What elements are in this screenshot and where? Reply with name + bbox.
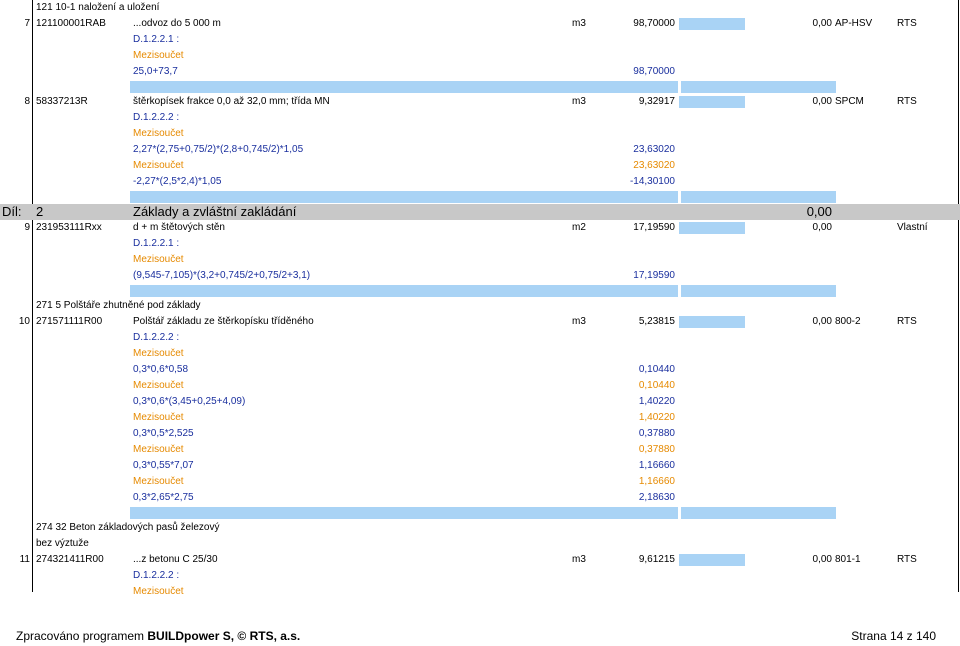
reference-row [0,236,960,252]
item-row [0,16,960,32]
calculation-row [0,64,960,80]
calculation-row [0,458,960,474]
calculation-formula: 0,3*0,5*2,525 [133,428,194,439]
calculation-value: 1,16660 [638,460,675,471]
separator-bar [681,285,836,297]
item-code: 58337213R [36,96,88,107]
item-description: ...z betonu C 25/30 [133,554,218,565]
subtotal-label: Mezisoučet [133,444,184,455]
division-number: 2 [36,204,44,219]
subtotal-value: 1,40220 [638,412,675,423]
subtotal-row [0,252,960,268]
separator-row [0,506,960,520]
price-input-fill [679,554,745,566]
calculation-value: 23,63020 [633,144,675,155]
subtotal-label: Mezisoučet [133,160,184,171]
item-quantity: 98,70000 [633,18,675,29]
item-unit: m3 [572,316,586,327]
calculation-value: 98,70000 [633,66,675,77]
group-heading-row [0,298,960,314]
item-description: ...odvoz do 5 000 m [133,18,221,29]
calculation-value: 2,18630 [638,492,675,503]
subtotal-value: 1,16660 [638,476,675,487]
separator-bar [130,191,678,203]
calculation-formula: 0,3*0,6*(3,45+0,25+4,09) [133,396,246,407]
item-unit-price: 0,00 [812,18,832,29]
subtotal-row [0,474,960,490]
section-header-text: 121 10-1 naložení a uložení [36,2,160,13]
footer-page-number: Strana 14 z 140 [851,629,936,643]
subtotal-label: Mezisoučet [133,348,184,359]
calculation-row [0,174,960,190]
item-unit: m3 [572,18,586,29]
reference-row [0,330,960,346]
item-number: 8 [24,96,30,107]
reference-text: D.1.2.2.2 : [133,570,180,581]
price-input-fill [679,316,745,328]
item-quantity: 9,32917 [638,96,675,107]
item-unit-price: 0,00 [812,554,832,565]
division-total: 0,00 [806,204,832,219]
item-number: 7 [24,18,30,29]
calculation-value: -14,30100 [629,176,675,187]
division-label: Díl: [2,204,22,219]
group-heading-row [0,536,960,552]
separator-bar [130,285,678,297]
calculation-formula: 2,27*(2,75+0,75/2)*(2,8+0,745/2)*1,05 [133,144,304,155]
footer-credit [16,628,300,644]
price-input-fill [679,222,745,234]
subtotal-label: Mezisoučet [133,412,184,423]
group-heading-row [0,520,960,536]
item-tag: Vlastní [897,222,928,233]
subtotal-label: Mezisoučet [133,254,184,265]
reference-text: D.1.2.2.2 : [133,332,180,343]
separator-bar [681,507,836,519]
item-code: 231953111Rxx [36,222,102,233]
calculation-formula: 0,3*2,65*2,75 [133,492,194,503]
reference-row [0,32,960,48]
subtotal-row [0,48,960,64]
item-source: SPCM [835,96,864,107]
item-tag: RTS [897,96,917,107]
subtotal-row [0,158,960,174]
item-unit: m2 [572,222,586,233]
item-row [0,314,960,330]
subtotal-row [0,410,960,426]
footer-suffix: , © RTS, a.s. [230,629,301,643]
item-source: 801-1 [835,554,861,565]
calculation-formula: 0,3*0,6*0,58 [133,364,189,375]
subtotal-label: Mezisoučet [133,476,184,487]
item-unit: m3 [572,96,586,107]
item-number: 11 [19,554,30,565]
calculation-formula: (9,545-7,105)*(3,2+0,745/2+0,75/2+3,1) [133,270,311,281]
calculation-row [0,142,960,158]
item-quantity: 5,23815 [638,316,675,327]
subtotal-row [0,442,960,458]
item-number: 9 [24,222,30,233]
item-source: AP-HSV [835,18,873,29]
subtotal-label: Mezisoučet [133,380,184,391]
calculation-row [0,362,960,378]
subtotal-row [0,378,960,394]
separator-bar [130,507,678,519]
calculation-value: 17,19590 [633,270,675,281]
item-source: 800-2 [835,316,861,327]
reference-text: D.1.2.2.1 : [133,238,180,249]
item-description: d + m štětových stěn [133,222,225,233]
subtotal-label: Mezisoučet [133,128,184,139]
reference-row [0,568,960,584]
subtotal-value: 0,37880 [638,444,675,455]
item-code: 121100001RAB [36,18,106,29]
item-tag: RTS [897,554,917,565]
calculation-formula: 25,0+73,7 [133,66,178,77]
separator-row [0,80,960,94]
item-tag: RTS [897,18,917,29]
group-heading-text: bez výztuže [36,538,89,549]
reference-text: D.1.2.2.1 : [133,34,180,45]
subtotal-value: 0,10440 [638,380,675,391]
separator-row [0,190,960,204]
item-description: Polštář základu ze štěrkopísku tříděného [133,316,314,327]
item-code: 271571111R00 [36,316,103,327]
item-row [0,94,960,110]
item-quantity: 17,19590 [633,222,675,233]
subtotal-label: Mezisoučet [133,50,184,61]
item-unit-price: 0,00 [812,222,832,233]
reference-row [0,110,960,126]
item-code: 274321411R00 [36,554,104,565]
item-unit-price: 0,00 [812,96,832,107]
price-input-fill [679,96,745,108]
calculation-value: 0,10440 [638,364,675,375]
item-quantity: 9,61215 [638,554,675,565]
division-row [0,204,960,220]
item-row [0,220,960,236]
page-footer [0,628,960,644]
calculation-formula: 0,3*0,55*7,07 [133,460,194,471]
calculation-row [0,426,960,442]
calculation-value: 0,37880 [638,428,675,439]
footer-brand: BUILDpower S [147,629,231,643]
item-unit-price: 0,00 [812,316,832,327]
subtotal-row [0,126,960,142]
section-header-row [0,0,960,16]
subtotal-row [0,346,960,362]
price-input-fill [679,18,745,30]
reference-text: D.1.2.2.2 : [133,112,180,123]
calculation-value: 1,40220 [638,396,675,407]
calculation-row [0,268,960,284]
division-title: Základy a zvláštní zakládání [133,204,297,219]
item-number: 10 [18,316,30,327]
group-heading-text: 271 5 Polštáře zhutněné pod základy [36,300,201,311]
calculation-formula: -2,27*(2,5*2,4)*1,05 [133,176,222,187]
separator-bar [130,81,678,93]
footer-prefix: Zpracováno programem [16,629,148,643]
separator-row [0,284,960,298]
calculation-row [0,490,960,506]
separator-bar [681,191,836,203]
separator-bar [681,81,836,93]
subtotal-value: 23,63020 [633,160,675,171]
group-heading-text: 274 32 Beton základových pasů železový [36,522,220,533]
item-description: štěrkopísek frakce 0,0 až 32,0 mm; třída MN [133,96,330,107]
item-unit: m3 [572,554,586,565]
item-row [0,552,960,568]
calculation-row [0,394,960,410]
subtotal-label: Mezisoučet [133,586,184,597]
item-tag: RTS [897,316,917,327]
subtotal-row [0,584,960,600]
